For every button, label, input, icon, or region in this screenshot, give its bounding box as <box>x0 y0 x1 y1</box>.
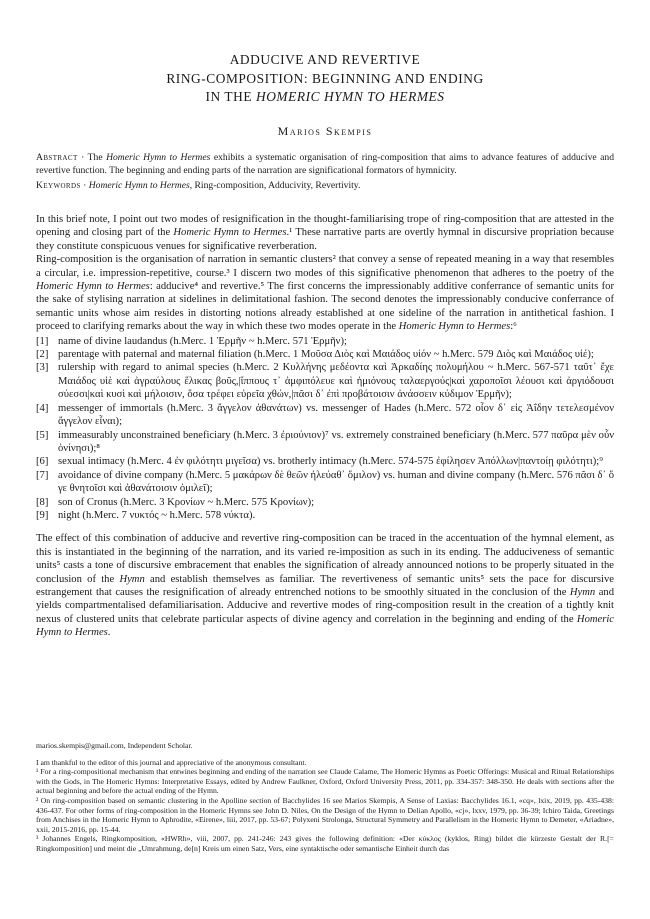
author-contact: marios.skempis@gmail.com, Independent Scholar. <box>36 741 193 750</box>
numbered-list <box>36 335 614 523</box>
footnote-2: ² On ring-composition based on semantic clustering in the Apolline section of Bacchylides 16 see Marios Skempis, A Sense of Laxias: Bacchylides 16.1, «cq», lxix, 2019, pp. 435-438: 436-437. For other forms of ring-composition in the Homeric Hymns see John D. Niles, On the Design of the Hymn to Delian Apollo, «cj», lxxv, 1979, pp. 36-39; Ichiro Taida, Greetings from Anchises in the Homeric Hymn to Aphrodite, «Eirene», liii, 2017, pp. 53-67; Polyxeni Strolonga, Structural Symmetry and Parallelism in the Homeric Hymn to Demeter, «Ariadne», xxii, 2015-2016, pp. 15-44. <box>36 795 614 834</box>
title-line-3: IN THE HOMERIC HYMN TO HERMES <box>205 89 445 104</box>
footnote-1: ¹ For a ring-compositional mechanism that entwines beginning and ending of the narration see Claude Calame, The Homeric Hymns as Poetic Offerings: Musical and Ritual Relationships with the Gods, in The Homeric Hymns: Interpretative Essays, edited by Andrew Faulkner, Oxford, Oxford University Press, 2011, pp. 334-357: 348-350. He deals with sections after the actual beginning and before the actual ending of the Hymn. <box>36 767 614 796</box>
keywords: Keywords · Homeric Hymn to Hermes, Ring-composition, Adducivity, Revertivity. <box>36 180 361 191</box>
paragraph-effect: The effect of this combination of adducive and revertive ring-composition can be traced in the accentuation of the hymnal element, as this is instantiated in the beginning of the narration, and its varied re-imposition as such in its ending. The adduciveness of semantic units⁵ casts a tone of discursive embracement that enables the signification of already announced notions to be properly situated in the conclusion of the Hymn and establish themselves as familiar. The revertiveness of semantic units⁵ sets the pace for discursive estrangement that causes the resignification of already entrenched notions to be smoothly situated in the conclusion of the Hymn and yields compartmentalised defamiliarisation. Adducive and revertive modes of ring-composition result in the creation of a tightly knit nexus of clustered units that celebrate particular aspects of divine agency and correlation in the beginning and ending of the Homeric Hymn to Hermes. <box>36 533 614 639</box>
title-line-2: RING-COMPOSITION: BEGINNING AND ENDING <box>166 70 484 86</box>
abstract: Abstract · The Homeric Hymn to Hermes exhibits a systematic organisation of ring-composition that aims to advance features of adducive and revertive function. The beginning and ending parts of the narration are significational formators of hymnicity. <box>36 152 614 176</box>
list-item: [9] night (h.Merc. 7 νυκτός ~ h.Merc. 578 νύκτα). <box>36 509 256 521</box>
abstract-label: Abstract <box>36 152 78 163</box>
footnotes <box>36 741 614 854</box>
keywords-label: Keywords <box>36 180 81 191</box>
author-name: Marios Skempis <box>277 124 373 138</box>
list-item: [2] parentage with paternal and maternal filiation (h.Merc. 1 Μοῦσα Διὸς καὶ Μαιάδος υἱόν ~ h.Merc. 579 Διὸς καὶ Μαιάδος υἱέ); <box>36 349 594 361</box>
list-item: [6] sexual intimacy (h.Merc. 4 ἐν φιλότητι μιγεῖσα) vs. brotherly intimacy (h.Merc. 574-575 ἐφίλησεν Ἀπόλλων|παντοίῃ φιλότητι);⁹ <box>36 456 603 468</box>
title-line-1: ADDUCIVE AND REVERTIVE <box>229 52 421 67</box>
list-item: [7] avoidance of divine company (h.Merc. 5 μακάρων δὲ θεῶν ἠλεύαθ᾽ ὅμιλον) vs. human and divine company (h.Merc. 576 πᾶσι δ᾽ ὅ γε θνητοῖσι καὶ ἀθανάτοισιν ὁμιλεῖ); <box>36 469 614 495</box>
acknowledgement: I am thankful to the editor of this journal and appreciative of the anonymous consultant. <box>36 757 307 767</box>
list-item: [3] rulership with regard to animal species (h.Merc. 2 Κυλλήνης μεδέοντα καὶ Ἀρκαδίης πολυμήλου ~ h.Merc. 567-571 ταῦτ᾽ ἔχε Μαιάδος υἱὲ καὶ ἀγραύλους ἕλικας βοῦς,|ἵππους τ᾽ ἀμφιπόλευε καὶ ἡμιόνους ταλαεργούς|καὶ χαροποῖσι λέουσι καὶ ἀργιόδουσι σύεσσι|καὶ κυσὶ καὶ μήλοισιν, ὅσα τρέφει εὐρεῖα χθών,|πᾶσι δ᾽ ἐπὶ προβάτοισιν ἀνάσσειν κύδιμον Ἑρμῆν); <box>36 362 614 401</box>
paragraph-intro: In this brief note, I point out two modes of resignification in the thought-familiarising trope of ring-composition that are attested in the opening and closing part of the Homeric Hymn to Hermes.¹ These narrative parts are overtly hymnal in discursive propriation because they constitute conspicuous venues for significative reverberation. <box>36 214 615 252</box>
footnote-3: ³ Johannes Engels, Ringkomposition, «HWRh», viii, 2007, pp. 241-246: 243 gives the following definition: «Der κύκλος (kyklos, Ring) bildet die kürzeste Gestalt der R.[= Ringkomposition] und meint die „Umrahmung, de[n] Kreis um einen Satz, Vers, eine syntaktische oder semantische Einheit durch das <box>36 834 614 853</box>
body-text <box>36 213 614 640</box>
paper-title <box>36 51 614 107</box>
paragraph-ring-composition: Ring-composition is the organisation of narration in semantic clusters² that convey a sense of repeated meaning in a way that resembles a circular, i.e. impression-repetitive, course.³ I discern two modes of this significative phenomenon that adheres to the poetry of the Homeric Hymn to Hermes: adducive⁴ and revertive.⁵ The first concerns the impressionably additive conferrance of semantic units for the sake of stylising narration at sidelines in delimitational fashion. The second denotes the impressionably conducive conferrance of semantic units whose aim resides in distorting notions already established at one sideline of the narration in antithetical fashion. I proceed to clarifying remarks about the way in which these two modes operate in the Homeric Hymn to Hermes:⁶ <box>36 254 614 333</box>
list-item: [5] immeasurably unconstrained beneficiary (h.Merc. 3 ἐριούνιον)⁷ vs. extremely constrained beneficiary (h.Merc. 577 παῦρα μὲν οὖν ὀνίνησι);⁸ <box>36 429 614 454</box>
list-item: [8] son of Cronus (h.Merc. 3 Κρονίων ~ h.Merc. 575 Κρονίων); <box>36 496 315 508</box>
list-item: [1] name of divine laudandus (h.Merc. 1 Ἑρμῆν ~ h.Merc. 571 Ἑρμῆν); <box>36 335 347 347</box>
list-item: [4] messenger of immortals (h.Merc. 3 ἄγγελον ἀθανάτων) vs. messenger of Hades (h.Merc. 572 οἶον δ᾽ εἰς Ἀΐδην τετελεσμένον ἄγγελον εἶναι); <box>36 402 614 428</box>
